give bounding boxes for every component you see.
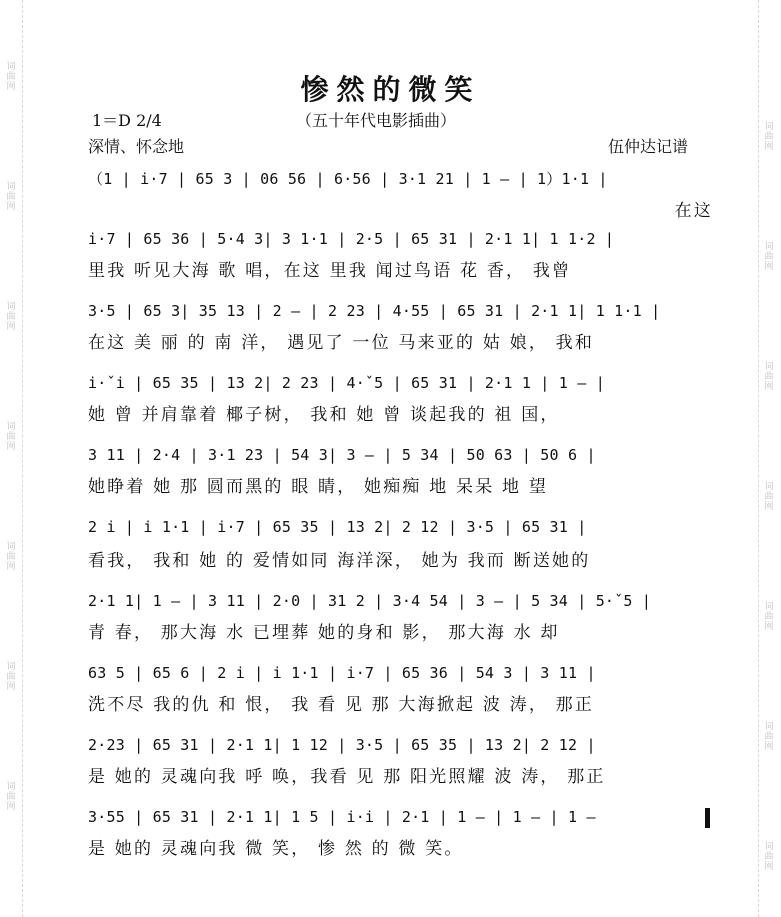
watermark-text: 词曲网 <box>6 782 16 812</box>
song-subtitle: （五十年代电影插曲） <box>296 111 457 130</box>
lyric-line: 里我 听见大海 歌 唱，在这 里我 闻过鸟语 花 香， 我曾 <box>88 261 572 281</box>
song-title: 惨然的微笑 <box>300 73 481 106</box>
lyric-line: 在这 美 丽 的 南 洋， 遇见了 一位 马来亚的 姑 娘， 我和 <box>88 333 595 353</box>
watermark-text: 词曲网 <box>6 662 16 692</box>
lyric-line: 看我， 我和 她 的 爱情如同 海洋深， 她为 我而 断送她的 <box>88 551 591 571</box>
watermark-text: 词曲网 <box>764 242 774 272</box>
right-watermark-gutter <box>758 0 777 917</box>
watermark-text: 词曲网 <box>6 302 16 332</box>
watermark-text: 词曲网 <box>764 842 774 872</box>
watermark-text: 词曲网 <box>6 62 16 92</box>
notation-line: 2·1 1| 1 – | 3 11 | 2·0 | 31 2 | 3·4 54 | 3 – | 5 34 | 5·ˇ5 | <box>88 592 652 610</box>
transcriber-credit: 伍仲达记谱 <box>608 137 689 156</box>
lyric-line: 是 她的 灵魂向我 微 笑， 惨 然 的 微 笑。 <box>88 839 464 859</box>
notation-line: 63 5 | 65 6 | 2 i | i 1·1 | i·7 | 65 36 | 54 3 | 3 11 | <box>88 664 596 682</box>
key-time-signature: 1＝D 2/4 <box>92 111 162 130</box>
lyric-line: 青 春， 那大海 水 已埋葬 她的身和 影， 那大海 水 却 <box>88 623 560 643</box>
lyric-line: 是 她的 灵魂向我 呼 唤，我看 见 那 阳光照耀 波 涛， 那正 <box>88 767 606 787</box>
watermark-text: 词曲网 <box>6 182 16 212</box>
watermark-text: 词曲网 <box>764 482 774 512</box>
watermark-text: 词曲网 <box>764 722 774 752</box>
notation-line: 3·55 | 65 31 | 2·1 1| 1 5 | i·i | 2·1 | 1 – | 1 – | 1 – <box>88 808 596 826</box>
watermark-text: 词曲网 <box>6 542 16 572</box>
watermark-text: 词曲网 <box>764 362 774 392</box>
lyric-line: 她 曾 并肩靠着 椰子树， 我和 她 曾 谈起我的 祖 国， <box>88 405 560 425</box>
notation-line: i·7 | 65 36 | 5·4 3| 3 1·1 | 2·5 | 65 31 | 2·1 1| 1 1·2 | <box>88 230 615 248</box>
final-barline <box>705 808 710 828</box>
left-watermark-gutter <box>4 0 23 917</box>
notation-line: 3 11 | 2·4 | 3·1 23 | 54 3| 3 – | 5 34 | 50 63 | 50 6 | <box>88 446 596 464</box>
expression-marking: 深情、怀念地 <box>88 137 185 156</box>
watermark-text: 词曲网 <box>764 122 774 152</box>
lyric-line: 她睁着 她 那 圆而黑的 眼 睛， 她痴痴 地 呆呆 地 望 <box>88 477 549 497</box>
watermark-text: 词曲网 <box>764 602 774 632</box>
watermark-text: 词曲网 <box>6 422 16 452</box>
notation-line: 3·5 | 65 3| 35 13 | 2 – | 2 23 | 4·55 | 65 31 | 2·1 1| 1 1·1 | <box>88 302 661 320</box>
notation-line: 2·23 | 65 31 | 2·1 1| 1 12 | 3·5 | 65 35 | 13 2| 2 12 | <box>88 736 596 754</box>
lyric-line: 在这 <box>674 201 713 221</box>
notation-line: （1 | i·7 | 65 3 | 06 56 | 6·56 | 3·1 21 | 1 – | 1）1·1 | <box>88 170 608 188</box>
lyric-line: 洗不尽 我的仇 和 恨， 我 看 见 那 大海掀起 波 涛， 那正 <box>88 695 595 715</box>
notation-line: i·ˇi | 65 35 | 13 2| 2 23 | 4·ˇ5 | 65 31 | 2·1 1 | 1 – | <box>88 374 605 392</box>
notation-line: 2 i | i 1·1 | i·7 | 65 35 | 13 2| 2 12 | 3·5 | 65 31 | <box>88 518 587 536</box>
